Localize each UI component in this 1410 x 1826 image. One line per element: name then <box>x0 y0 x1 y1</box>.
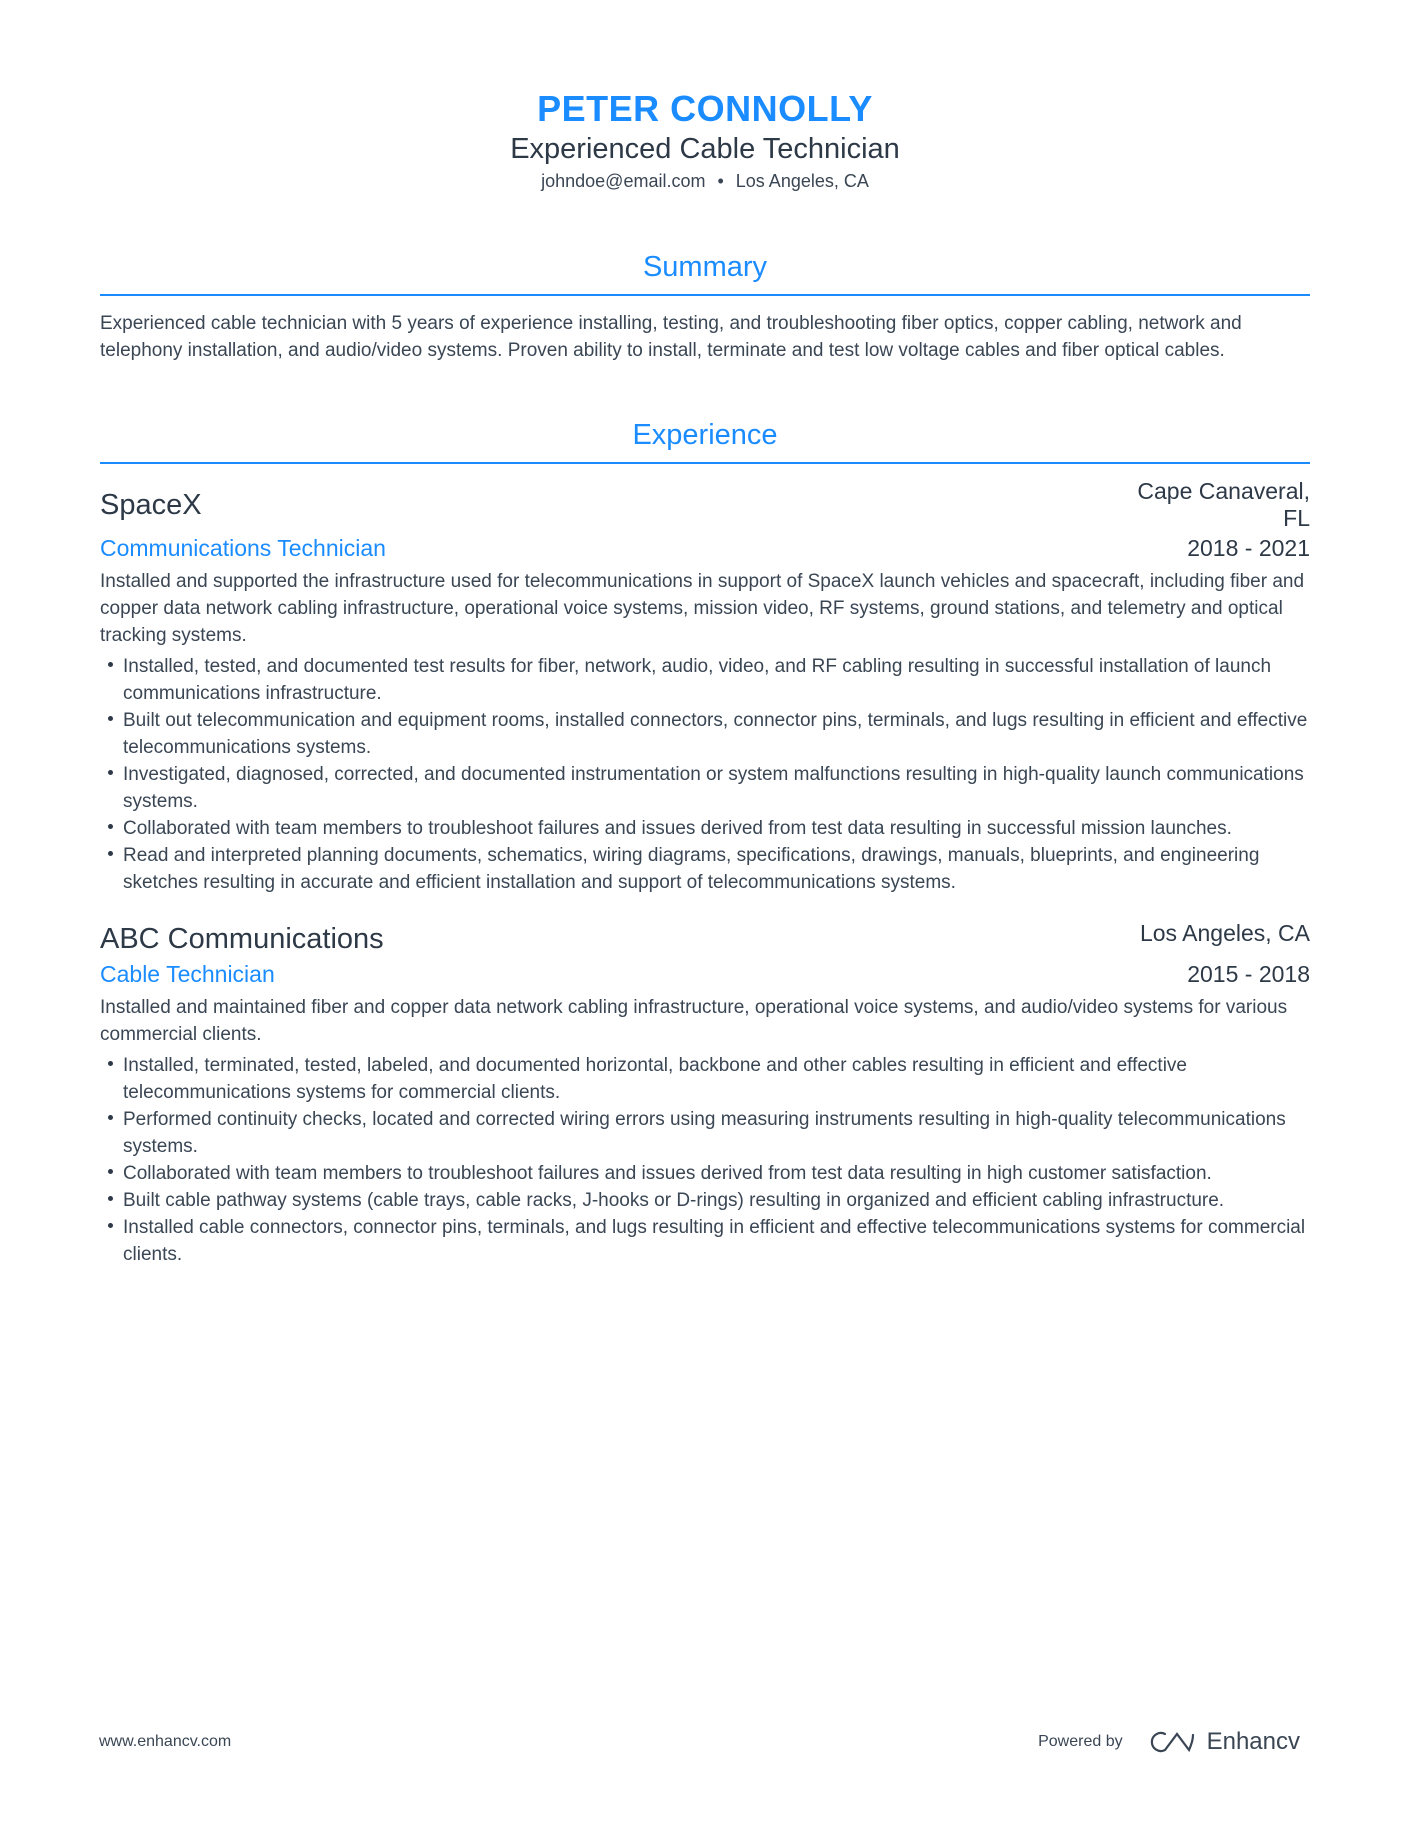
company-name: SpaceX <box>100 489 202 521</box>
bullet-item: Built out telecommunication and equipment rooms, installed connectors, connector pins, terminals, and lugs resulting in efficient and effective telecommunications systems. <box>100 707 1310 761</box>
job-dates: 2018 - 2021 <box>1187 535 1310 561</box>
job-role: Cable Technician <box>100 961 275 987</box>
bullet-item: Installed, tested, and documented test results for fiber, network, audio, video, and RF cabling resulting in successful installation of launch communications infrastructure. <box>100 653 1310 707</box>
experience-heading: Experience <box>100 416 1310 464</box>
bullet-item: Collaborated with team members to troubleshoot failures and issues derived from test data resulting in successful mission launches. <box>100 815 1310 842</box>
enhancv-logo[interactable] <box>1149 1728 1300 1756</box>
resume-header <box>100 0 1310 194</box>
job-bullets <box>100 1052 1310 1268</box>
summary-heading: Summary <box>100 248 1310 296</box>
job-description: Installed and supported the infrastructure used for telecommunications in support of SpaceX launch vehicles and spacecraft, including fiber and copper data network cabling infrastructure, operational voice systems, mission video, RF systems, ground stations, and telemetry and optical tracking systems. <box>100 571 1305 646</box>
job-description: Installed and maintained fiber and copper data network cabling infrastructure, operational voice systems, and audio/video systems for various commercial clients. <box>100 997 1288 1045</box>
bullet-item: Performed continuity checks, located and corrected wiring errors using measuring instruments resulting in high-quality telecommunications systems. <box>100 1106 1310 1160</box>
bullet-item: Installed, terminated, tested, labeled, and documented horizontal, backbone and other cables resulting in efficient and effective telecommunications systems for commercial clients. <box>100 1052 1310 1106</box>
powered-by <box>1038 1728 1300 1756</box>
location: Los Angeles, CA <box>735 171 869 191</box>
job-role: Communications Technician <box>100 535 386 561</box>
job-bullets <box>100 653 1310 896</box>
summary-text: Experienced cable technician with 5 years of experience installing, testing, and troubleshooting fiber optics, copper cabling, network and telephony installation, and audio/video systems. Proven ability to install, terminate and test low voltage cables and fiber optical cables. <box>100 313 1242 361</box>
bullet-item: Read and interpreted planning documents, schematics, wiring diagrams, specifications, drawings, manuals, blueprints, and engineering sketches resulting in accurate and efficient installation and support of telecommunications systems. <box>100 842 1310 896</box>
website-link[interactable]: www.enhancv.com <box>99 1733 232 1750</box>
bullet-item: Collaborated with team members to troubleshoot failures and issues derived from test data resulting in high customer satisfaction. <box>100 1160 1310 1187</box>
email[interactable]: johndoe@email.com <box>541 171 706 191</box>
enhancv-logo-icon <box>1149 1729 1197 1755</box>
job-location: Los Angeles, CA <box>1139 920 1310 946</box>
footer <box>99 1728 1300 1756</box>
contact-line <box>100 168 1310 194</box>
separator-dot: • <box>717 171 724 191</box>
company-name: ABC Communications <box>100 923 384 955</box>
job-location: Cape Canaveral, FL <box>1137 478 1310 531</box>
bullet-item: Investigated, diagnosed, corrected, and documented instrumentation or system malfunctions resulting in high-quality launch communications systems. <box>100 761 1310 815</box>
candidate-name: PETER CONNOLLY <box>537 88 873 129</box>
job-dates: 2015 - 2018 <box>1187 961 1310 987</box>
bullet-item: Installed cable connectors, connector pins, terminals, and lugs resulting in efficient and effective telecommunications systems for commercial clients. <box>100 1214 1310 1268</box>
candidate-title: Experienced Cable Technician <box>510 133 900 165</box>
job-entry <box>100 478 1310 896</box>
resume-page <box>100 0 1310 1268</box>
powered-by-label: Powered by <box>1038 1733 1123 1750</box>
bullet-item: Built cable pathway systems (cable trays, cable racks, J-hooks or D-rings) resulting in organized and efficient cabling infrastructure. <box>100 1187 1310 1214</box>
brand-name: Enhancv <box>1206 1728 1300 1755</box>
job-entry <box>100 920 1310 1268</box>
